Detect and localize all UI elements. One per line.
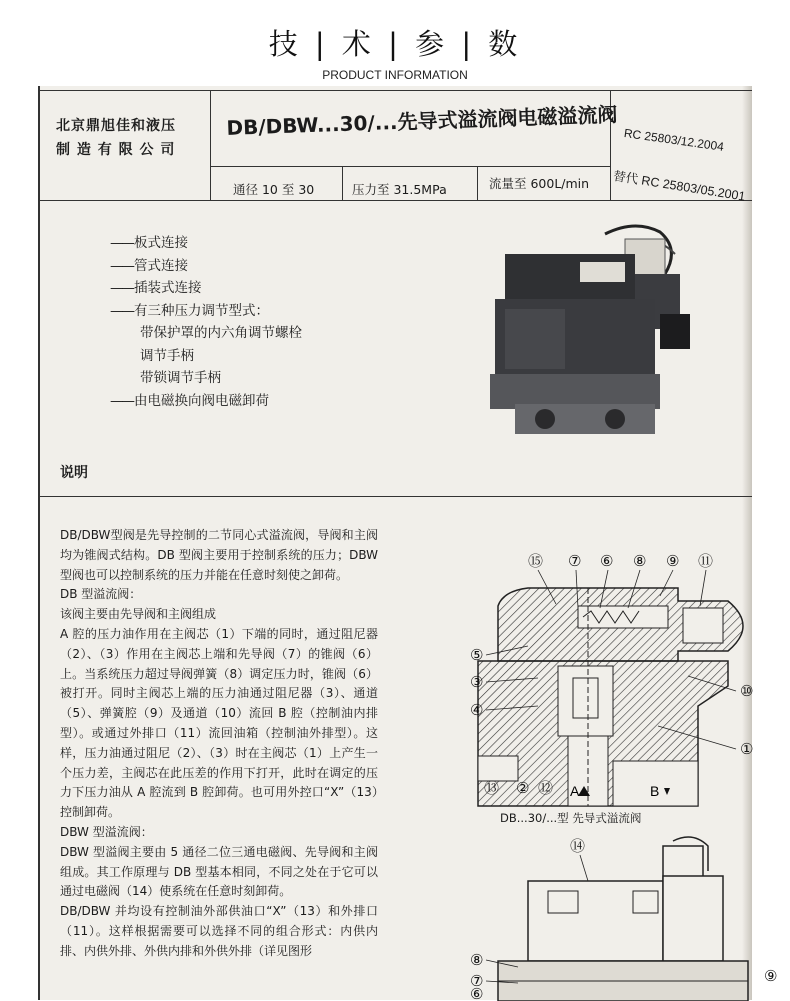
description-heading: DBW 型溢流阀： (60, 824, 153, 839)
company-line-1: 北京鼎旭佳和液压 (56, 118, 176, 134)
callout-label: ① (740, 740, 754, 758)
replaces-code: 替代 RC 25803/05.2001 (612, 168, 747, 204)
callout-label: ⑧ (633, 552, 647, 570)
feature-item: —— 有三种压力调节型式： (110, 300, 302, 323)
document-title: DB/DBW...30/...先导式溢流阀电磁溢流阀 (226, 102, 618, 140)
spec-flow: 流量至 600L/min (489, 176, 590, 191)
feature-subitem: 带锁调节手柄 (140, 370, 221, 386)
catalog-page (38, 86, 778, 1001)
feature-subitem: 调节手柄 (140, 347, 194, 364)
description-text (60, 526, 378, 962)
callout-label: ⑧ (470, 951, 484, 969)
feature-item: —— 管式连接 (110, 255, 302, 278)
spec-divider-2 (477, 166, 478, 200)
callout-label: ⑬ (484, 779, 500, 797)
db-valve-section-drawing (428, 546, 754, 816)
callout-label: ⑦ (568, 552, 582, 570)
description-paragraph: 该阀主要由先导阀和主阀组成 (60, 607, 217, 622)
feature-item: —— 由电磁换向阀电磁卸荷 (110, 390, 302, 413)
company-name (56, 114, 206, 162)
description-paragraph: DBW 型溢阀主要由 5 通径二位三通电磁阀、先导阀和主阀组成。其工作原理与 DB 型基本相同，不同之处在于它可以通过电磁阀（14）使系统在任意时刻卸荷。 (60, 844, 378, 899)
callout-label: ⑪ (698, 552, 714, 570)
callout-label: ⑤ (470, 646, 484, 664)
description-paragraph: DB/DBW 并均设有控制油外部供油口“X”（13）和外排口（11）。这样根据需要可以选择不同的组合形式：内供内排、内供外排、外供内排和外供外排（详见图形 (60, 904, 378, 958)
feature-list (110, 232, 302, 412)
port-b-label: B (650, 783, 660, 799)
drawing-caption: DB...30/...型 先导式溢流阀 (500, 811, 642, 825)
feature-item: —— 插装式连接 (110, 277, 302, 300)
banner-subtitle: PRODUCT INFORMATION (322, 68, 468, 82)
callout-label: ⑨ (764, 967, 778, 985)
description-heading: DB 型溢流阀： (60, 587, 142, 602)
callout-label: ⑥ (600, 552, 614, 570)
callout-label: ③ (470, 673, 484, 691)
spec-diameter: 通径 10 至 30 (233, 182, 315, 197)
dbw-valve-section-drawing (428, 831, 778, 1001)
port-a-label: A (570, 783, 580, 799)
callout-label: ⑦ (470, 972, 484, 990)
banner-title: 技 | 术 | 参 | 数 (268, 27, 522, 61)
header-top-rule (40, 90, 752, 91)
company-line-2: 制 造 有 限 公 司 (56, 142, 176, 158)
header-mid-rule (210, 166, 610, 167)
header-divider-1 (210, 90, 211, 200)
document-code: RC 25803/12.2004 (623, 126, 725, 154)
callout-label: ⑫ (538, 779, 554, 797)
header-bottom-rule (40, 200, 752, 201)
description-paragraph: DB/DBW型阀是先导控制的二节同心式溢流阀，导阀和主阀均为锥阀式结构。DB 型阀主要用于控制系统的压力；DBW 型阀也可以控制系统的压力并能在任意时刻使之卸荷。 (60, 528, 378, 582)
spec-pressure: 压力至 31.5MPa (352, 182, 447, 197)
callout-label: ⑥ (470, 985, 484, 1001)
feature-subitem: 带保护罩的内六角调节螺栓 (140, 325, 302, 341)
callout-label: ④ (470, 701, 484, 719)
callout-label: ⑨ (666, 552, 680, 570)
section-title: 说明 (60, 465, 88, 481)
section-rule (40, 496, 752, 497)
feature-item: —— 板式连接 (110, 232, 302, 255)
callout-label: ⑭ (570, 837, 586, 855)
spec-divider-1 (342, 166, 343, 200)
callout-label: ② (516, 779, 530, 797)
callout-label: ⑮ (528, 552, 544, 570)
valve-product-photo (485, 214, 700, 449)
callout-label: ⑩ (740, 682, 754, 700)
description-paragraph: A 腔的压力油作用在主阀芯（1）下端的同时，通过阻尼器（2）、（3）作用在主阀芯上端和先导阀（7）的锥阀（6）上。当系统压力超过导阀弹簧（8）调定压力时，锥阀（6）被打开。同时主阀芯上端的压力油通过阻尼器（3）、通道（5）、弹簧腔（9）及通道（10）流回 B 腔（控制油内排型）。或通过外排口（11）流回油箱（控制油外排型）。这样，压力油通过阻尼（2）、（3）时在主阀芯（1）上产生一个压力差，主阀芯在此压差的作用下打开，此时在调定的压力下压力油从 A 腔流到 B 腔卸荷。也可用外控口“X”（13）控制卸荷。 (60, 626, 378, 820)
